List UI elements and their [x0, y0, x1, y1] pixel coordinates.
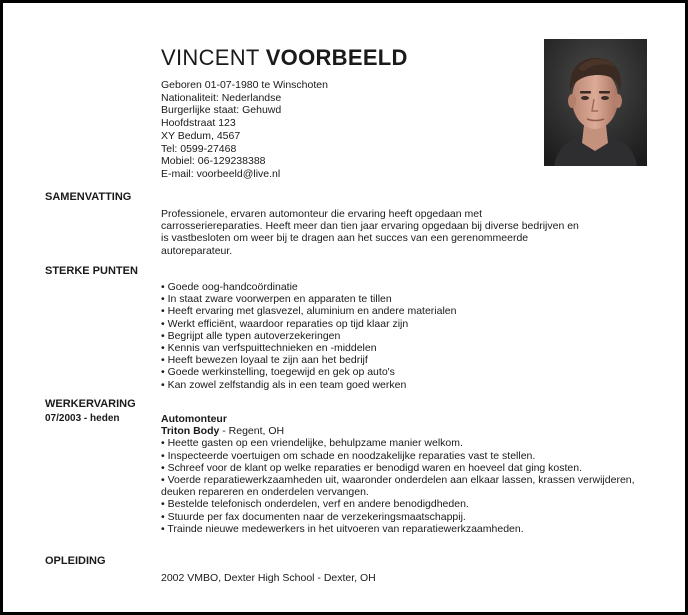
contact-birth: Geboren 01-07-1980 te Winschoten [161, 79, 328, 91]
contact-nationality: Nationaliteit: Nederlandse [161, 91, 282, 104]
profile-photo [544, 39, 647, 166]
contact-phone: Tel: 0599-27468 [161, 142, 237, 155]
summary-line: is vastbesloten om weer bij te dragen aan het succes van een gerenommeerde [161, 232, 529, 245]
job-title: Automonteur [161, 413, 227, 425]
summary-line: Professionele, ervaren automonteur die ervaring heeft opgedaan met [161, 208, 483, 220]
list-item: • Voerde reparatiewerkzaamheden uit, waaronder onderdelen aan elkaar lassen, krassen verwijderen, deuken repareren en onderdelen vervangen. [161, 474, 635, 499]
summary-text [161, 208, 647, 257]
company-location: - Regent, OH [219, 425, 285, 438]
list-item: • Heeft ervaring met glasvezel, aluminium en andere materialen [161, 305, 457, 318]
strengths-list [161, 281, 647, 391]
job-entry [161, 413, 647, 535]
experience-heading: WERKERVARING [45, 398, 136, 410]
list-item: • Heette gasten op een vriendelijke, behulpzame manier welkom. [161, 437, 463, 450]
contact-email: E-mail: voorbeeld@live.nl [161, 167, 281, 180]
list-item: • Schreef voor de klant op welke reparaties er benodigd waren en hoeveel dat ging kosten. [161, 461, 583, 474]
strengths-heading: STERKE PUNTEN [45, 265, 138, 277]
list-item: • Kan zowel zelfstandig als in een team goed werken [161, 378, 407, 391]
job-date: 07/2003 - heden [45, 413, 120, 424]
job-responsibilities [161, 437, 647, 535]
list-item: • Stuurde per fax documenten naar de verzekeringsmaatschappij. [161, 510, 466, 523]
contact-city: XY Bedum, 4567 [161, 129, 241, 142]
job-company [161, 425, 647, 437]
summary-line: carrosseriereparaties. Heeft meer dan tien jaar ervaring opgedaan bij diverse bedrijven en [161, 220, 579, 233]
summary-line: autoreparateur. [161, 244, 233, 257]
list-item: • In staat zware voorwerpen en apparaten te tillen [161, 293, 392, 306]
contact-mobile: Mobiel: 06-129238388 [161, 155, 266, 168]
last-name: VOORBEELD [265, 45, 408, 70]
list-item: • Inspecteerde voertuigen om schade en noodzakelijke reparaties vast te stellen. [161, 449, 536, 462]
list-item: • Bestelde telefonisch onderdelen, verf en andere benodigdheden. [161, 498, 469, 511]
first-name: VINCENT [161, 45, 260, 70]
list-item: • Goede oog-handcoördinatie [161, 281, 298, 293]
candidate-name [161, 45, 408, 71]
list-item: • Heeft bewezen loyaal te zijn aan het bedrijf [161, 354, 368, 367]
education-entry: 2002 VMBO, Dexter High School - Dexter, OH [161, 572, 376, 584]
list-item: • Werkt efficiënt, waardoor reparaties op tijd klaar zijn [161, 317, 409, 330]
list-item: • Trainde nieuwe medewerkers in het uitvoeren van reparatiewerkzaamheden. [161, 522, 524, 535]
list-item: • Kennis van verfspuittechnieken en -middelen [161, 342, 377, 355]
portrait-image [544, 39, 647, 166]
contact-street: Hoofdstraat 123 [161, 117, 236, 130]
contact-marital-status: Burgerlijke staat: Gehuwd [161, 104, 282, 117]
education-heading: OPLEIDING [45, 555, 106, 567]
list-item: • Begrijpt alle typen autoverzekeringen [161, 329, 341, 342]
list-item: • Goede werkinstelling, toegewijd en gek op auto's [161, 366, 395, 379]
summary-heading: SAMENVATTING [45, 191, 132, 203]
company-name: Triton Body [161, 425, 220, 438]
contact-details [161, 79, 328, 181]
